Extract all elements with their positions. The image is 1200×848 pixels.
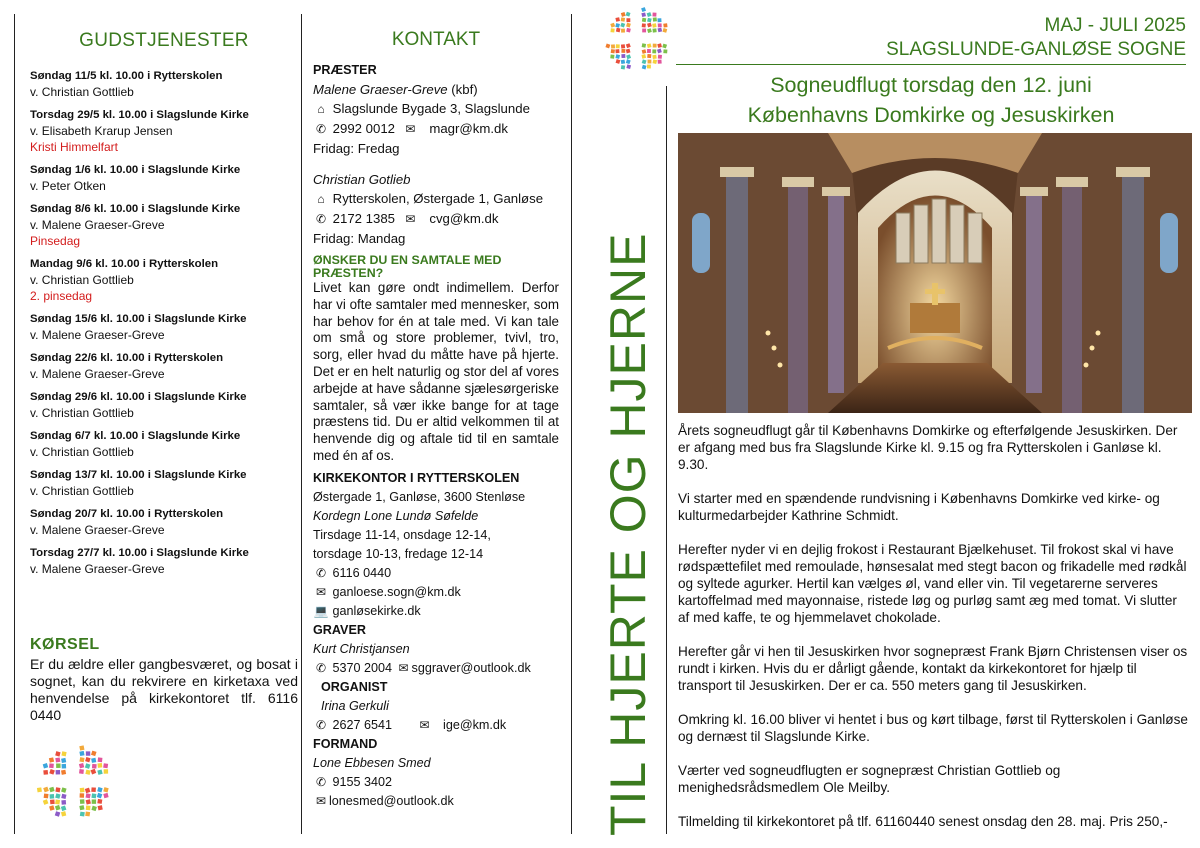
cathedral-photo <box>678 133 1192 413</box>
graver-email[interactable]: sggraver@outlook.dk <box>411 660 531 675</box>
office-person: Kordegn Lone Lundø Søfelde <box>313 508 479 523</box>
service-when: Mandag 9/6 kl. 10.00 i Rytterskolen <box>30 258 219 270</box>
trip-paragraph: Vi starter med en spændende rundvisning i Københavns Domkirke ved kirke- og kulturmedarbejder Kathrine Schmidt. <box>678 491 1160 523</box>
issue-header <box>886 14 1186 62</box>
trip-description <box>678 422 1192 847</box>
trip-title-line-1: Sogneudflugt torsdag den 12. juni <box>770 73 1092 97</box>
office-heading: KIRKEKONTOR I RYTTERSKOLEN <box>313 470 520 485</box>
service-when: Søndag 8/6 kl. 10.00 i Slagslunde Kirke <box>30 203 241 215</box>
phone-icon: ✆ <box>315 565 327 580</box>
priest-2-email[interactable]: cvg@km.dk <box>429 211 499 226</box>
service-officiant: v. Malene Graeser-Greve <box>30 328 165 342</box>
service-item <box>30 311 298 343</box>
computer-icon: 💻 <box>313 603 329 618</box>
service-officiant: v. Peter Otken <box>30 179 106 193</box>
office-web[interactable]: ganløsekirke.dk <box>332 603 421 618</box>
mosaic-cross-logo-icon <box>36 744 114 822</box>
service-holiday-note: Kristi Himmelfart <box>30 140 119 154</box>
service-item <box>30 428 298 460</box>
office-phone: 6116 0440 <box>332 565 392 580</box>
services-heading: GUDSTJENESTER <box>79 30 249 51</box>
service-item <box>30 506 298 538</box>
service-when: Søndag 15/6 kl. 10.00 i Slagslunde Kirke <box>30 313 247 325</box>
organist-heading: ORGANIST <box>321 679 388 694</box>
praester-heading: PRÆSTER <box>313 63 377 77</box>
service-when: Søndag 11/5 kl. 10.00 i Rytterskolen <box>30 70 223 82</box>
service-when: Torsdag 29/5 kl. 10.00 i Slagslunde Kirke <box>30 109 249 121</box>
service-holiday-note: Pinsedag <box>30 234 81 248</box>
service-when: Søndag 29/6 kl. 10.00 i Slagslunde Kirke <box>30 391 247 403</box>
mosaic-cross-logo-icon <box>604 6 672 74</box>
service-officiant: v. Malene Graeser-Greve <box>30 523 165 537</box>
service-officiant: v. Malene Graeser-Greve <box>30 562 165 576</box>
graver-heading: GRAVER <box>313 622 366 637</box>
phone-icon: ✆ <box>315 717 327 732</box>
formand-phone: 9155 3402 <box>332 774 393 789</box>
service-when: Søndag 1/6 kl. 10.00 i Slagslunde Kirke <box>30 164 241 176</box>
samtale-heading: ØNSKER DU EN SAMTALE MED PRÆSTEN? <box>313 253 502 280</box>
vertical-title: TIL HJERTE OG HJERNE <box>600 232 656 836</box>
service-holiday-note: 2. pinsedag <box>30 289 93 303</box>
parish-name: SLAGSLUNDE-GANLØSE SOGNE <box>886 39 1186 60</box>
divider-vertical-title <box>666 86 667 834</box>
priest-1-email[interactable]: magr@km.dk <box>429 121 508 136</box>
trip-paragraph: Omkring kl. 16.00 bliver vi hentet i bus og kørt tilbage, først til Rytterskolen i Ganløse og dernæst til Slagslunde Kirke. <box>678 712 1188 744</box>
envelope-icon: ✉ <box>419 717 430 732</box>
korsel-text: Er du ældre eller gangbesværet, og bosat i sognet, kan du rekvirere en kirketaxa ved henvendelse på kirkekontoret tlf. 6116 0440 <box>30 656 298 723</box>
trip-paragraph: Værter ved sogneudflugten er sognepræst Christian Gottlieb og menighedsrådsmedlem Ole Meilby. <box>678 763 1061 795</box>
priest-2-free-day: Fridag: Mandag <box>313 231 406 246</box>
office-address: Østergade 1, Ganløse, 3600 Stenløse <box>313 489 526 504</box>
service-when: Søndag 20/7 kl. 10.00 i Rytterskolen <box>30 508 224 520</box>
service-officiant: v. Christian Gottlieb <box>30 445 134 459</box>
trip-paragraph: Herefter nyder vi en dejlig frokost i Restaurant Bjælkehuset. Til frokost skal vi have rødspættefilet med remoulade, hønsesalat med stegt bacon og frikadelle med rødkål og syltede agurker. Hertil kan vælges øl, vand eller vin. Til vegetarerne serveres kartoffelmad med mayonnaise, ristede løg og purløg samt æg med tomat. Vi slutter af med kaffe, te og hjemmelavet chokolade. <box>678 542 1187 625</box>
envelope-icon: ✉ <box>398 660 409 675</box>
service-item <box>30 256 298 304</box>
priest-1-phone: 2992 0012 <box>332 121 396 136</box>
services-list <box>30 68 298 577</box>
priest-2-phone: 2172 1385 <box>332 211 396 226</box>
trip-paragraph: Herefter går vi hen til Jesuskirken hvor sognepræst Frank Bjørn Christensen viser os rundt i kirken. Hvis du er dårligt gående, kontakt da kirkekontoret for hjælp til transport til Jesuskirken. Der er ca. 550 meters gang til Jesuskirken. <box>678 644 1188 693</box>
service-officiant: v. Christian Gottlieb <box>30 484 134 498</box>
service-item <box>30 107 298 155</box>
service-officiant: v. Malene Graeser-Greve <box>30 367 165 381</box>
trip-paragraph: Tilmelding til kirkekontoret på tlf. 61160440 senest onsdag den 28. maj. Pris 250,- <box>678 814 1168 829</box>
services-column <box>30 30 298 584</box>
priest-1-free-day: Fridag: Fredag <box>313 141 400 156</box>
trip-title-line-2: Københavns Domkirke og Jesuskirken <box>747 103 1115 127</box>
samtale-text: Livet kan gøre ondt indimellem. Derfor har vi ofte samtaler med mennesker, som har behov for én at tale med. Vi kan tale om små og store problemer, tvivl, tro, sorg, eller hvad du måtte have på hjerte. Det er en helt naturlig og stor del af vores arbejde at have sådanne sjælesørgeriske samtaler, så vær ikke bange for at tage præstens tid. Du er altid velkommen til at henvende dig og aftale tid til en samtale med én af os. <box>313 280 559 463</box>
service-when: Søndag 13/7 kl. 10.00 i Slagslunde Kirke <box>30 469 247 481</box>
service-item <box>30 467 298 499</box>
office-email[interactable]: ganloese.sogn@km.dk <box>332 584 461 599</box>
priest-2-address: Rytterskolen, Østergade 1, Ganløse <box>332 191 544 206</box>
trip-paragraph: Årets sogneudflugt går til Københavns Domkirke og efterfølgende Jesuskirken. Der er afgang med bus fra Slagslunde Kirke kl. 9.15 og fra Rytterskolen i Ganløse kl. 9.30. <box>678 423 1178 472</box>
office-hours-1: Tirsdage 11-14, onsdage 12-14, <box>313 527 491 542</box>
service-officiant: v. Christian Gottlieb <box>30 406 134 420</box>
phone-icon: ✆ <box>315 660 327 675</box>
formand-heading: FORMAND <box>313 736 378 751</box>
divider-right <box>571 14 572 834</box>
service-officiant: v. Malene Graeser-Greve <box>30 218 165 232</box>
priest-1-name: Malene Graeser-Greve <box>313 82 448 97</box>
service-item <box>30 389 298 421</box>
phone-icon: ✆ <box>315 122 327 136</box>
envelope-icon: ✉ <box>405 122 416 136</box>
priest-2-name: Christian Gotlieb <box>313 172 411 187</box>
house-icon: ⌂ <box>317 192 325 206</box>
contact-column <box>313 30 559 811</box>
service-when: Søndag 6/7 kl. 10.00 i Slagslunde Kirke <box>30 430 241 442</box>
service-item <box>30 201 298 249</box>
service-item <box>30 350 298 382</box>
divider-middle <box>301 14 302 834</box>
house-icon: ⌂ <box>317 102 325 116</box>
service-officiant: v. Elisabeth Krarup Jensen <box>30 124 173 138</box>
service-when: Søndag 22/6 kl. 10.00 i Rytterskolen <box>30 352 224 364</box>
service-when: Torsdag 27/7 kl. 10.00 i Slagslunde Kirke <box>30 547 249 559</box>
divider-left <box>14 14 15 834</box>
service-officiant: v. Christian Gottlieb <box>30 85 134 99</box>
header-rule <box>676 64 1186 65</box>
organist-name: Irina Gerkuli <box>321 698 389 713</box>
service-item <box>30 162 298 194</box>
envelope-icon: ✉ <box>315 584 327 599</box>
organist-phone: 2627 6541 <box>332 717 393 732</box>
envelope-icon: ✉ <box>315 793 327 808</box>
service-item <box>30 68 298 100</box>
office-hours-2: torsdage 10-13, fredage 12-14 <box>313 546 484 561</box>
service-officiant: v. Christian Gottlieb <box>30 273 134 287</box>
priest-1-suffix: (kbf) <box>447 82 478 97</box>
korsel-section <box>30 636 298 724</box>
phone-icon: ✆ <box>315 774 327 789</box>
contact-heading: KONTAKT <box>391 29 481 50</box>
envelope-icon: ✉ <box>405 212 416 226</box>
graver-phone: 5370 2004 <box>332 660 393 675</box>
trip-title <box>676 70 1186 130</box>
priest-1-address: Slagslunde Bygade 3, Slagslunde <box>332 101 530 116</box>
graver-name: Kurt Christjansen <box>313 641 410 656</box>
phone-icon: ✆ <box>315 212 327 226</box>
korsel-heading: KØRSEL <box>30 636 100 653</box>
formand-email[interactable]: lonesmed@outlook.dk <box>329 793 454 808</box>
issue-period: MAJ - JULI 2025 <box>1044 15 1186 36</box>
service-item <box>30 545 298 577</box>
organist-email[interactable]: ige@km.dk <box>443 717 507 732</box>
formand-name: Lone Ebbesen Smed <box>313 755 431 770</box>
